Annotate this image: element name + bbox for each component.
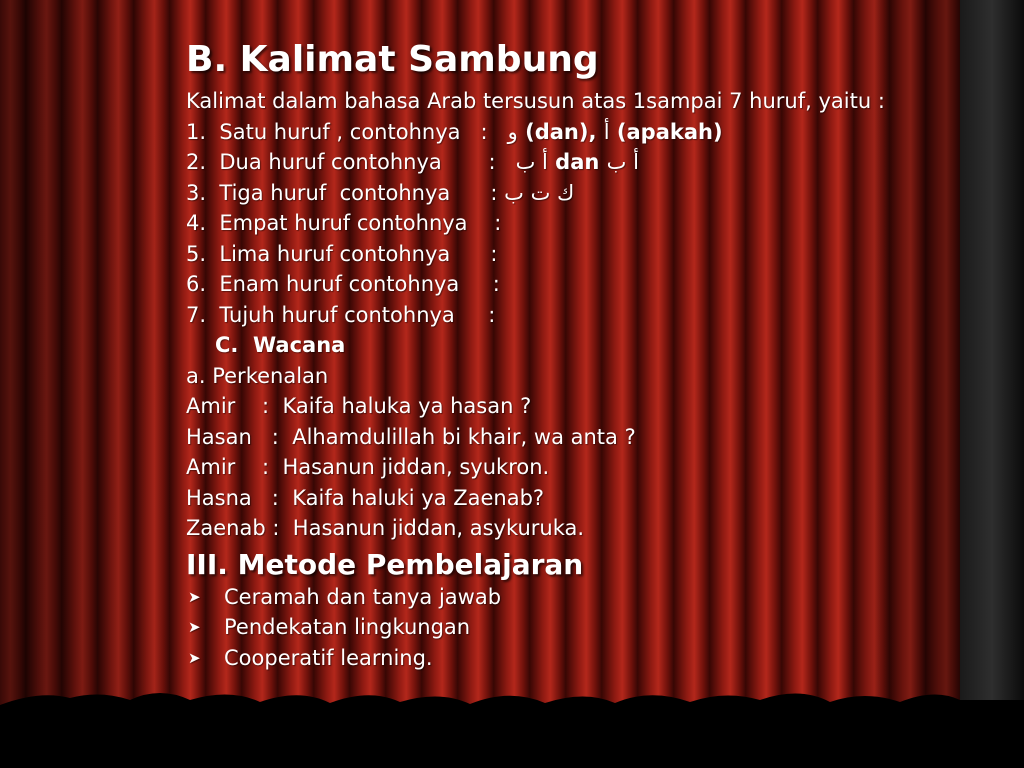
- example-label: 7. Tujuh huruf contohnya: [186, 302, 455, 327]
- method-text: Ceramah dan tanya jawab: [224, 584, 502, 609]
- example-item: [186, 269, 986, 300]
- method-item: [186, 643, 986, 674]
- speaker-name: Amir: [186, 394, 236, 418]
- example-item: [186, 300, 986, 331]
- example-meaning: dan: [547, 150, 607, 174]
- dialog-list: [186, 391, 986, 544]
- example-label: 3. Tiga huruf contohnya: [186, 180, 451, 205]
- example-label: 1. Satu huruf , contohnya: [186, 119, 461, 144]
- example-separator: :: [494, 211, 502, 235]
- arabic-text: أ ب: [606, 150, 639, 174]
- speaker-name: Amir: [186, 455, 236, 479]
- example-label: 6. Enam huruf contohnya: [186, 272, 460, 296]
- slide-title: B. Kalimat Sambung: [186, 39, 599, 80]
- example-meaning: (apakah): [609, 119, 723, 144]
- example-separator: :: [488, 302, 496, 327]
- example-label: 5. Lima huruf contohnya: [186, 241, 451, 266]
- example-item: [186, 208, 986, 239]
- arabic-text: ك ت ب: [504, 180, 575, 205]
- intro-text: Kalimat dalam bahasa Arab tersusun atas 1sampai 7 huruf, yaitu :: [186, 89, 885, 113]
- dialog-text: Kaifa haluka ya hasan ?: [282, 394, 532, 418]
- slide-content: [186, 36, 986, 673]
- section-3-heading: III. Metode Pembelajaran: [186, 547, 584, 581]
- examples-list: [186, 117, 986, 331]
- subsection-heading: a. Perkenalan: [186, 363, 329, 388]
- speaker-name: Zaenab: [186, 516, 266, 540]
- arrowhead-bullet-icon: ➤: [188, 618, 201, 636]
- speaker-name: Hasan: [186, 424, 252, 449]
- dialog-line: Zaenab : Hasanun jiddan, asykuruka.: [186, 516, 585, 540]
- example-item: [186, 239, 986, 270]
- dialog-text: Alhamdulillah bi khair, wa anta ?: [292, 424, 636, 449]
- section-c-heading: C. Wacana: [215, 333, 346, 357]
- dialog-line: Hasna : Kaifa haluki ya Zaenab?: [186, 485, 545, 510]
- arabic-text: و: [507, 119, 518, 144]
- example-item: [186, 117, 986, 148]
- example-separator: :: [492, 272, 500, 296]
- example-separator: :: [490, 241, 498, 266]
- example-item: [186, 147, 986, 178]
- example-separator: :: [480, 119, 488, 144]
- method-text: Cooperatif learning.: [224, 645, 433, 670]
- example-separator: :: [488, 150, 496, 174]
- dialog-line: Amir : Kaifa haluka ya hasan ?: [186, 394, 532, 418]
- dialog-text: Hasanun jiddan, asykuruka.: [292, 516, 585, 540]
- method-item: [186, 612, 986, 643]
- methods-list: [186, 582, 986, 674]
- arrowhead-bullet-icon: ➤: [188, 587, 201, 606]
- arabic-text: أ: [603, 119, 610, 144]
- dialog-text: Hasanun jiddan, syukron.: [282, 455, 550, 479]
- example-label: 2. Dua huruf contohnya: [186, 150, 442, 174]
- example-label: 4. Empat huruf contohnya: [186, 211, 468, 235]
- method-text: Pendekatan lingkungan: [224, 615, 471, 639]
- speaker-name: Hasna: [186, 485, 252, 510]
- example-separator: :: [490, 180, 498, 205]
- example-meaning: (dan),: [517, 119, 604, 144]
- dialog-line: Hasan : Alhamdulillah bi khair, wa anta ?: [186, 424, 636, 449]
- example-item: [186, 178, 986, 209]
- dialog-line: Amir : Hasanun jiddan, syukron.: [186, 455, 550, 479]
- arrowhead-bullet-icon: ➤: [188, 648, 201, 667]
- dialog-text: Kaifa haluki ya Zaenab?: [292, 485, 545, 510]
- arabic-text: أ ب: [515, 150, 548, 174]
- method-item: [186, 582, 986, 613]
